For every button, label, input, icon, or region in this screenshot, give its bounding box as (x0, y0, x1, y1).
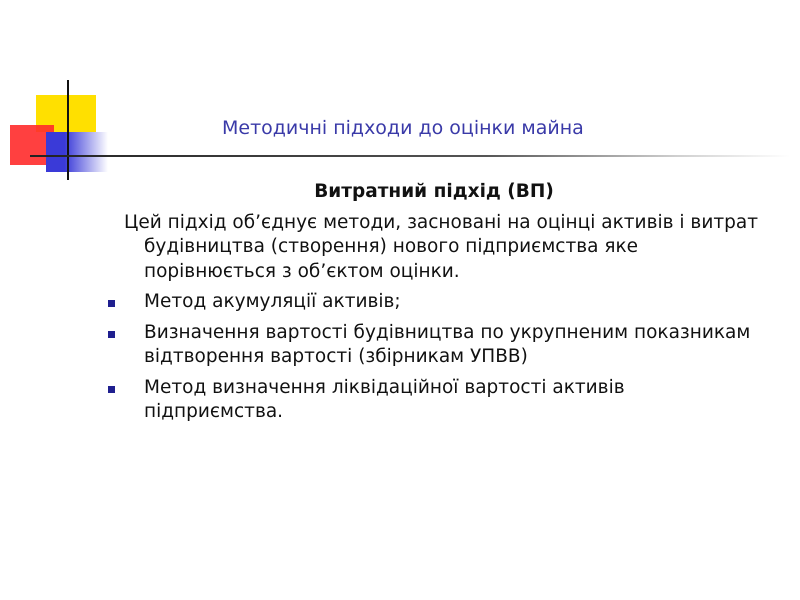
square-bullet-icon (108, 331, 115, 338)
bullet-list (108, 290, 768, 425)
list-item-text: Метод визначення ліквідаційної вартості активів підприємства. (144, 376, 625, 422)
list-item-text: Метод акумуляції активів; (144, 291, 401, 312)
list-item (108, 376, 768, 425)
list-item (108, 290, 768, 315)
slide-body (108, 180, 768, 431)
slide-title: Методичні підходи до оцінки майна (222, 117, 584, 139)
square-bullet-icon (108, 386, 115, 393)
list-item-text: Визначення вартості будівництва по укрупненим показникам відтворення вартості (збірникам УПВВ) (144, 321, 751, 367)
vertical-divider-line (67, 80, 69, 180)
decorative-squares-logo (0, 80, 120, 190)
title-underline (30, 155, 790, 157)
list-item (108, 321, 768, 370)
section-heading: Витратний підхід (ВП) (314, 181, 554, 202)
intro-paragraph: Цей підхід об’єднує методи, засновані на оцінці активів і витрат будівництва (створення) нового підприємства яке порівнюється з об’єктом оцінки. (124, 211, 758, 282)
blue-square (46, 132, 108, 172)
square-bullet-icon (108, 300, 115, 307)
